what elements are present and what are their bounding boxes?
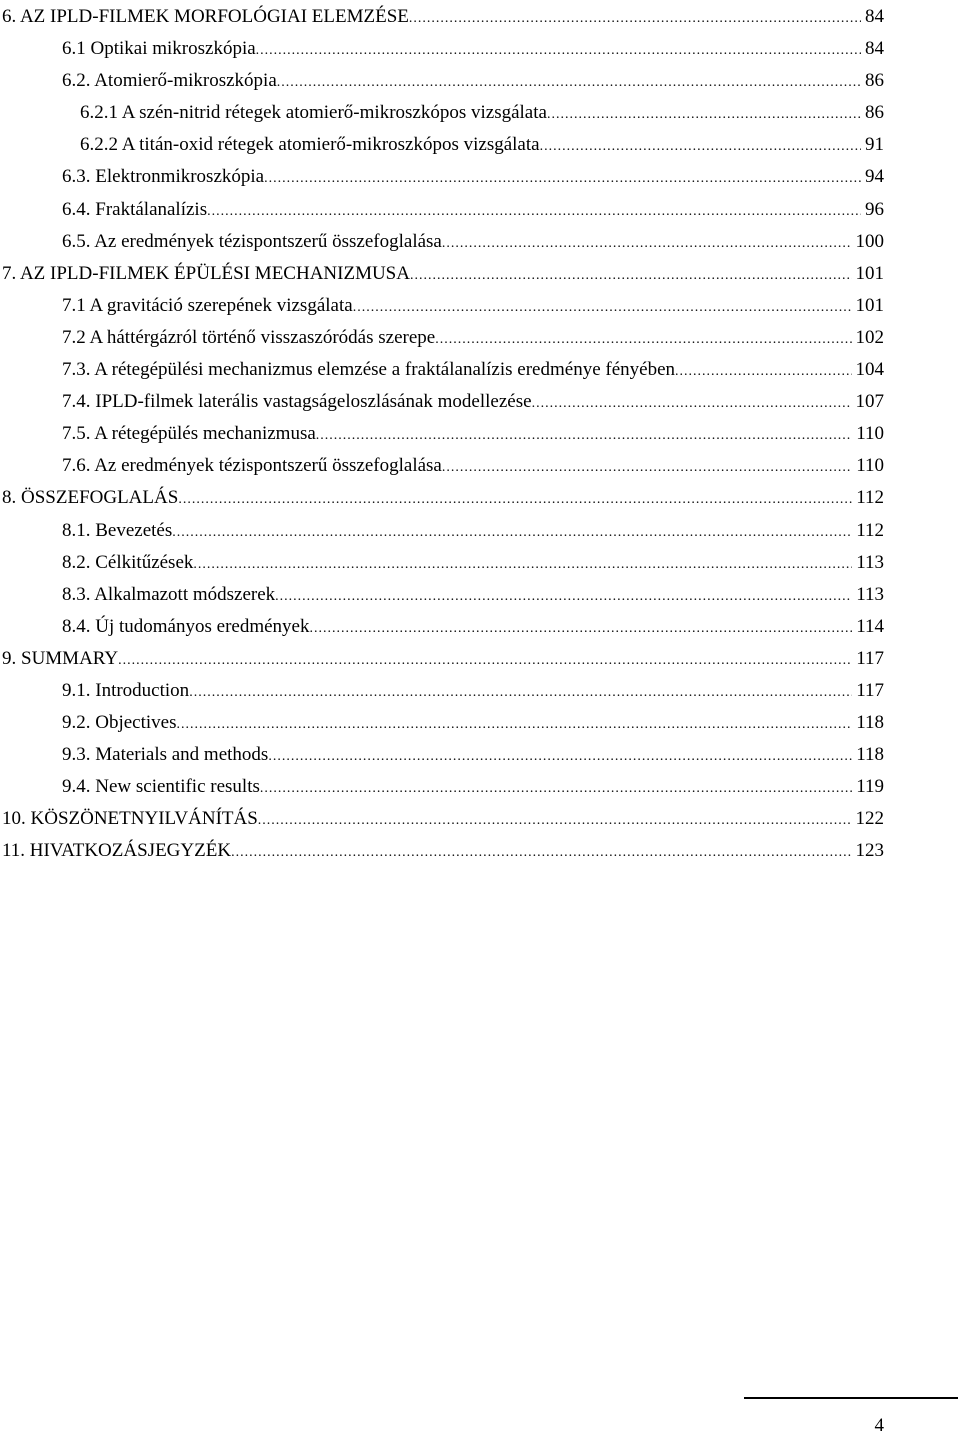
dot-leader	[177, 714, 853, 736]
dot-leader	[409, 8, 861, 30]
toc-entry-label: 7.2 A háttérgázról történő visszaszóródás szerepe	[62, 326, 436, 348]
toc-entry-label: 7.1 A gravitáció szerepének vizsgálata	[62, 294, 353, 316]
toc-entry-page: 122	[855, 808, 884, 830]
toc-entry-label: 9.2. Objectives	[62, 712, 177, 734]
toc-entry-label: 6. AZ IPLD-FILMEK MORFOLÓGIAI ELEMZÉSE	[2, 6, 409, 27]
toc-entry-label: 9.1. Introduction	[62, 679, 190, 701]
toc-entry-page: 102	[855, 326, 884, 348]
toc-entry[interactable]	[0, 678, 884, 710]
toc-entry[interactable]	[0, 132, 884, 164]
toc-entry[interactable]	[0, 229, 884, 261]
toc-entry[interactable]	[0, 197, 884, 229]
toc-entry-page: 110	[856, 423, 884, 445]
toc-entry[interactable]	[0, 36, 884, 68]
toc-entry-label: 8.3. Alkalmazott módszerek	[62, 583, 276, 605]
toc-entry-label: 6.2.2 A titán-oxid rétegek atomierő-mikroszkópos vizsgálata	[80, 134, 540, 156]
toc-entry-label: 7. AZ IPLD-FILMEK ÉPÜLÉSI MECHANIZMUSA	[2, 262, 410, 284]
dot-leader	[193, 554, 852, 576]
toc-entry-page: 84	[865, 6, 884, 27]
toc-entry[interactable]	[0, 550, 884, 582]
toc-entry[interactable]	[0, 293, 884, 325]
dot-leader	[277, 72, 861, 94]
toc-entry-label: 8.1. Bevezetés	[62, 519, 173, 541]
toc-entry-label: 7.6. Az eredmények tézispontszerű összefoglalása	[62, 455, 442, 477]
toc-entry[interactable]	[0, 453, 884, 485]
dot-leader	[118, 650, 852, 672]
toc-entry[interactable]	[0, 421, 884, 453]
toc-entry-page: 123	[855, 840, 884, 862]
toc-entry-label: 9. SUMMARY	[2, 647, 119, 669]
toc-entry-page: 107	[855, 391, 884, 413]
toc-entry[interactable]	[0, 646, 884, 678]
toc-entry[interactable]	[0, 614, 884, 646]
toc-entry-label: 6.5. Az eredmények tézispontszerű összefoglalása	[62, 230, 442, 252]
toc-entry[interactable]	[0, 357, 884, 389]
toc-entry-page: 94	[865, 166, 884, 188]
toc-entry-page: 117	[856, 679, 884, 701]
dot-leader	[435, 329, 851, 351]
toc-entry[interactable]	[0, 742, 884, 774]
toc-entry-page: 118	[856, 744, 884, 766]
toc-entry-label: 6.4. Fraktálanalízis	[62, 198, 208, 220]
dot-leader	[260, 778, 852, 800]
toc-entry-label: 9.3. Materials and methods	[62, 744, 269, 766]
dot-leader	[275, 586, 852, 608]
toc-entry-label: 7.3. A rétegépülési mechanizmus elemzése a fraktálanalízis eredménye fényében	[62, 359, 676, 381]
dot-leader	[675, 361, 851, 383]
page-number: 4	[874, 1415, 884, 1436]
toc-entry-page: 117	[856, 647, 884, 669]
toc-entry-page: 101	[855, 262, 884, 284]
toc-entry-page: 86	[865, 70, 884, 92]
toc-entry-label: 10. KÖSZÖNETNYILVÁNÍTÁS	[2, 808, 258, 830]
toc-entry-label: 8. ÖSSZEFOGLALÁS	[2, 487, 179, 509]
dot-leader	[189, 682, 852, 704]
toc-entry-label: 7.4. IPLD-filmek laterális vastagságeloszlásának modellezése	[62, 391, 532, 413]
dot-leader	[442, 457, 852, 479]
dot-leader	[264, 168, 861, 190]
dot-leader	[353, 297, 852, 319]
toc-entry[interactable]	[0, 485, 884, 517]
dot-leader	[547, 104, 861, 126]
toc-entry[interactable]	[0, 4, 884, 36]
toc-entry-page: 96	[865, 198, 884, 220]
toc-entry[interactable]	[0, 261, 884, 293]
toc-entry[interactable]	[0, 710, 884, 742]
toc-entry-label: 7.5. A rétegépülés mechanizmusa	[62, 423, 316, 445]
dot-leader	[442, 233, 852, 255]
toc-entry-page: 113	[856, 551, 884, 573]
dot-leader	[172, 522, 852, 544]
toc-entry[interactable]	[0, 68, 884, 100]
toc-entry-page: 112	[856, 487, 884, 509]
toc-entry[interactable]	[0, 774, 884, 806]
toc-entry-page: 114	[856, 615, 884, 637]
toc-entry[interactable]	[0, 389, 884, 421]
toc-entry[interactable]	[0, 582, 884, 614]
toc-entry-page: 119	[856, 776, 884, 798]
toc-entry[interactable]	[0, 838, 884, 870]
dot-leader	[316, 425, 852, 447]
dot-leader	[231, 842, 851, 864]
toc-entry-label: 11. HIVATKOZÁSJEGYZÉK	[2, 840, 232, 862]
footer-rule	[744, 1397, 958, 1399]
dot-leader	[540, 136, 861, 158]
toc-entry[interactable]	[0, 518, 884, 550]
toc-entry[interactable]	[0, 325, 884, 357]
toc-entry-label: 8.2. Célkitűzések	[62, 551, 194, 573]
toc-entry-page: 84	[865, 38, 884, 60]
dot-leader	[410, 265, 852, 287]
toc-entry-label: 6.3. Elektronmikroszkópia	[62, 166, 265, 188]
dot-leader	[258, 810, 852, 832]
toc-entry-page: 101	[855, 294, 884, 316]
toc-entry-label: 9.4. New scientific results	[62, 776, 260, 798]
toc-entry-page: 100	[855, 230, 884, 252]
dot-leader	[268, 746, 852, 768]
toc-entry-page: 112	[856, 519, 884, 541]
dot-leader	[207, 201, 861, 223]
dot-leader	[532, 393, 852, 415]
toc-entry-page: 91	[865, 134, 884, 156]
toc-entry-label: 6.1 Optikai mikroszkópia	[62, 38, 256, 60]
toc-entry[interactable]	[0, 164, 884, 196]
toc-entry-page: 110	[856, 455, 884, 477]
toc-entry-page: 86	[865, 102, 884, 124]
toc-entry-page: 104	[855, 359, 884, 381]
dot-leader	[309, 618, 852, 640]
toc-entry-label: 6.2.1 A szén-nitrid rétegek atomierő-mikroszkópos vizsgálata	[80, 102, 547, 124]
toc-entry-page: 113	[856, 583, 884, 605]
toc-entry[interactable]	[0, 806, 884, 838]
toc-entry-page: 118	[856, 712, 884, 734]
dot-leader	[256, 40, 861, 62]
toc-entry-label: 8.4. Új tudományos eredmények	[62, 615, 310, 637]
dot-leader	[178, 489, 852, 511]
toc-entry-label: 6.2. Atomierő-mikroszkópia	[62, 70, 277, 92]
toc-entry[interactable]	[0, 100, 884, 132]
